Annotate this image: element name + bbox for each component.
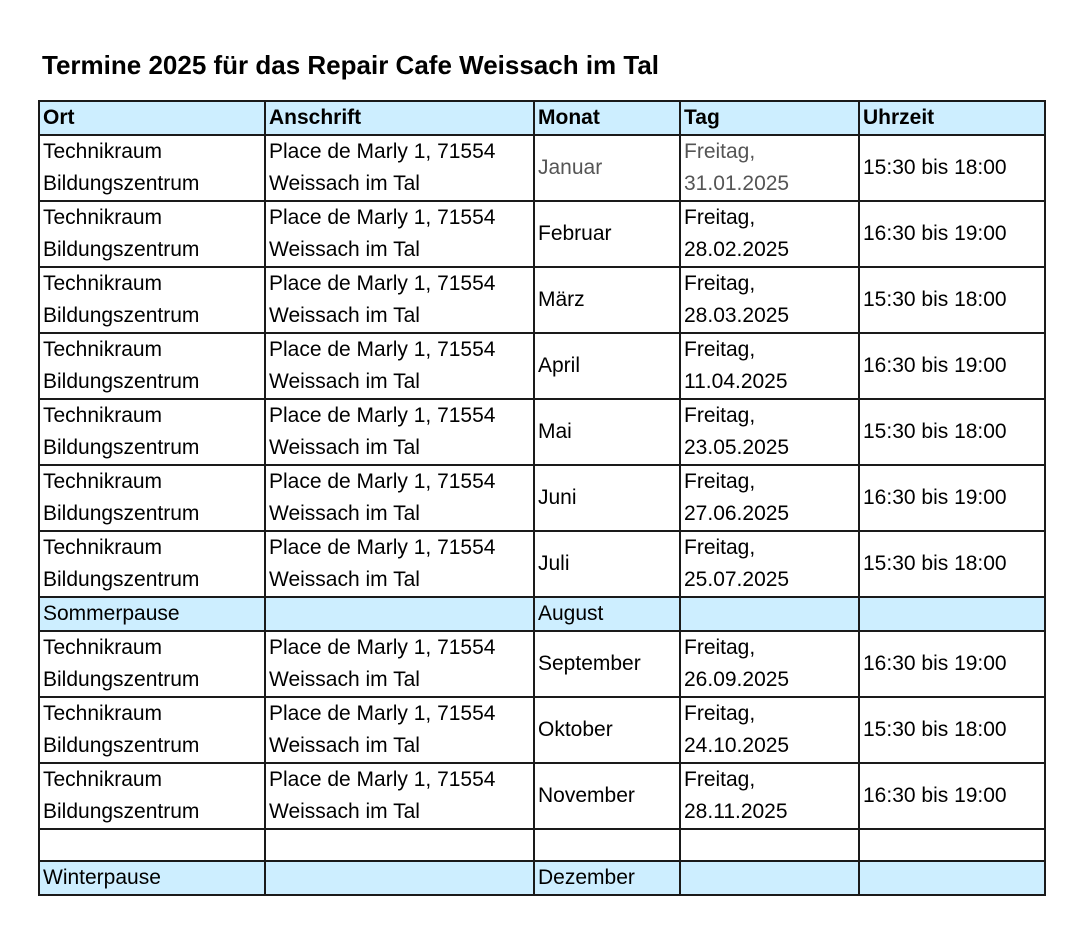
cell-anschrift	[265, 631, 534, 697]
table-row	[39, 399, 1045, 465]
table-row	[39, 267, 1045, 333]
cell-anschrift	[265, 597, 534, 631]
table-row-pause	[39, 597, 1045, 631]
cell-tag-line: Freitag,	[684, 536, 756, 559]
cell-monat: Mai	[534, 399, 680, 465]
cell-tag-line: Freitag,	[684, 702, 756, 725]
cell-ort-line: Technikraum	[43, 272, 163, 295]
cell-anschrift-line: Place de Marly 1, 71554	[269, 404, 496, 427]
cell-tag-line: Freitag,	[684, 338, 756, 361]
cell-ort-line: Bildungszentrum	[43, 370, 200, 393]
cell-tag	[680, 697, 859, 763]
cell-tag-line: Freitag,	[684, 636, 756, 659]
cell-ort	[39, 465, 265, 531]
cell-tag	[680, 631, 859, 697]
cell-anschrift-line: Place de Marly 1, 71554	[269, 206, 496, 229]
cell-anschrift	[265, 465, 534, 531]
cell-tag	[680, 399, 859, 465]
cell-monat: Februar	[534, 201, 680, 267]
table-header-row	[39, 101, 1045, 135]
cell-ort-line: Bildungszentrum	[43, 238, 200, 261]
cell-tag-line: 24.10.2025	[684, 734, 790, 757]
cell-ort	[39, 267, 265, 333]
cell-ort-line: Bildungszentrum	[43, 800, 200, 823]
cell-anschrift-line: Weissach im Tal	[269, 502, 420, 525]
cell-tag-line: 28.11.2025	[684, 800, 788, 823]
cell-anschrift-line: Weissach im Tal	[269, 800, 420, 823]
cell-anschrift	[265, 333, 534, 399]
column-header-uhrzeit: Uhrzeit	[859, 101, 1045, 135]
cell-uhrzeit: 16:30 bis 19:00	[859, 465, 1045, 531]
cell-ort-line: Technikraum	[43, 636, 163, 659]
cell-tag-line: 28.02.2025	[684, 238, 790, 261]
cell-ort-line: Bildungszentrum	[43, 436, 200, 459]
cell-anschrift-line: Weissach im Tal	[269, 238, 420, 261]
cell-anschrift	[265, 861, 534, 895]
cell-tag	[680, 531, 859, 597]
cell-ort	[39, 333, 265, 399]
cell-ort	[39, 631, 265, 697]
table-row	[39, 465, 1045, 531]
cell-ort-line: Technikraum	[43, 536, 163, 559]
cell-uhrzeit: 15:30 bis 18:00	[859, 135, 1045, 201]
cell-uhrzeit: 16:30 bis 19:00	[859, 631, 1045, 697]
cell-monat: September	[534, 631, 680, 697]
cell-ort-line: Technikraum	[43, 470, 163, 493]
table-row	[39, 531, 1045, 597]
cell-anschrift-line: Weissach im Tal	[269, 734, 420, 757]
cell-tag	[680, 135, 859, 201]
table-row	[39, 697, 1045, 763]
cell-anschrift-line: Weissach im Tal	[269, 370, 420, 393]
cell-tag-line: 28.03.2025	[684, 304, 790, 327]
cell-ort-line: Technikraum	[43, 768, 163, 791]
cell-ort-line: Bildungszentrum	[43, 172, 200, 195]
cell-ort-line: Bildungszentrum	[43, 304, 200, 327]
cell-uhrzeit: 16:30 bis 19:00	[859, 333, 1045, 399]
column-header-ort: Ort	[39, 101, 265, 135]
cell-ort: Winterpause	[39, 861, 265, 895]
cell-anschrift-line: Place de Marly 1, 71554	[269, 140, 496, 163]
cell-ort-line: Technikraum	[43, 702, 163, 725]
cell-anschrift-line: Weissach im Tal	[269, 304, 420, 327]
cell-uhrzeit	[859, 829, 1045, 861]
schedule-table	[38, 100, 1046, 896]
cell-uhrzeit: 15:30 bis 18:00	[859, 267, 1045, 333]
cell-anschrift	[265, 267, 534, 333]
table-row	[39, 333, 1045, 399]
table-row-empty	[39, 829, 1045, 861]
table-row-pause	[39, 861, 1045, 895]
cell-uhrzeit: 15:30 bis 18:00	[859, 399, 1045, 465]
cell-ort-line: Technikraum	[43, 206, 163, 229]
cell-monat: Juli	[534, 531, 680, 597]
table-row	[39, 763, 1045, 829]
cell-tag	[680, 465, 859, 531]
cell-ort	[39, 201, 265, 267]
cell-anschrift	[265, 201, 534, 267]
cell-tag	[680, 829, 859, 861]
cell-anschrift-line: Weissach im Tal	[269, 436, 420, 459]
cell-ort	[39, 697, 265, 763]
cell-uhrzeit	[859, 597, 1045, 631]
cell-ort-line: Bildungszentrum	[43, 502, 200, 525]
cell-tag-line: Freitag,	[684, 470, 756, 493]
cell-monat: Januar	[534, 135, 680, 201]
cell-ort	[39, 399, 265, 465]
cell-anschrift-line: Weissach im Tal	[269, 172, 420, 195]
cell-tag	[680, 597, 859, 631]
cell-monat: Oktober	[534, 697, 680, 763]
cell-monat: April	[534, 333, 680, 399]
cell-anschrift-line: Place de Marly 1, 71554	[269, 272, 496, 295]
cell-ort-line: Technikraum	[43, 140, 163, 163]
cell-ort: Sommerpause	[39, 597, 265, 631]
cell-ort	[39, 829, 265, 861]
cell-anschrift	[265, 531, 534, 597]
cell-anschrift	[265, 829, 534, 861]
cell-tag-line: Freitag,	[684, 768, 756, 791]
cell-tag	[680, 763, 859, 829]
cell-anschrift	[265, 763, 534, 829]
table-row	[39, 631, 1045, 697]
column-header-anschrift: Anschrift	[265, 101, 534, 135]
table-row	[39, 135, 1045, 201]
cell-ort	[39, 763, 265, 829]
cell-tag-line: 25.07.2025	[684, 568, 790, 591]
cell-tag-line: 26.09.2025	[684, 668, 790, 691]
cell-anschrift-line: Place de Marly 1, 71554	[269, 636, 496, 659]
cell-tag	[680, 333, 859, 399]
cell-tag	[680, 861, 859, 895]
cell-tag-line: Freitag,	[684, 206, 756, 229]
cell-ort-line: Bildungszentrum	[43, 668, 200, 691]
cell-ort	[39, 531, 265, 597]
cell-monat: August	[534, 597, 680, 631]
table-row	[39, 201, 1045, 267]
cell-tag	[680, 267, 859, 333]
cell-anschrift-line: Weissach im Tal	[269, 568, 420, 591]
cell-tag-line: Freitag,	[684, 272, 756, 295]
cell-tag	[680, 201, 859, 267]
cell-monat: Juni	[534, 465, 680, 531]
cell-uhrzeit: 16:30 bis 19:00	[859, 201, 1045, 267]
table-body	[39, 135, 1045, 895]
cell-tag-line: Freitag,	[684, 404, 756, 427]
cell-anschrift	[265, 135, 534, 201]
cell-monat: Dezember	[534, 861, 680, 895]
cell-anschrift-line: Place de Marly 1, 71554	[269, 768, 496, 791]
cell-monat: März	[534, 267, 680, 333]
cell-anschrift-line: Weissach im Tal	[269, 668, 420, 691]
cell-anschrift	[265, 399, 534, 465]
cell-tag-line: 31.01.2025	[684, 172, 790, 195]
cell-ort	[39, 135, 265, 201]
cell-anschrift-line: Place de Marly 1, 71554	[269, 702, 496, 725]
cell-anschrift-line: Place de Marly 1, 71554	[269, 470, 496, 493]
column-header-tag: Tag	[680, 101, 859, 135]
cell-anschrift-line: Place de Marly 1, 71554	[269, 536, 496, 559]
page-title: Termine 2025 für das Repair Cafe Weissach im Tal	[42, 50, 660, 80]
cell-tag-line: 11.04.2025	[684, 370, 788, 393]
cell-uhrzeit	[859, 861, 1045, 895]
cell-ort-line: Technikraum	[43, 404, 163, 427]
cell-ort-line: Bildungszentrum	[43, 568, 200, 591]
cell-uhrzeit: 15:30 bis 18:00	[859, 531, 1045, 597]
cell-tag-line: Freitag,	[684, 140, 756, 163]
column-header-monat: Monat	[534, 101, 680, 135]
cell-tag-line: 23.05.2025	[684, 436, 790, 459]
cell-ort-line: Bildungszentrum	[43, 734, 200, 757]
cell-tag-line: 27.06.2025	[684, 502, 790, 525]
cell-monat	[534, 829, 680, 861]
cell-ort-line: Technikraum	[43, 338, 163, 361]
cell-anschrift-line: Place de Marly 1, 71554	[269, 338, 496, 361]
cell-monat: November	[534, 763, 680, 829]
cell-anschrift	[265, 697, 534, 763]
cell-uhrzeit: 15:30 bis 18:00	[859, 697, 1045, 763]
cell-uhrzeit: 16:30 bis 19:00	[859, 763, 1045, 829]
